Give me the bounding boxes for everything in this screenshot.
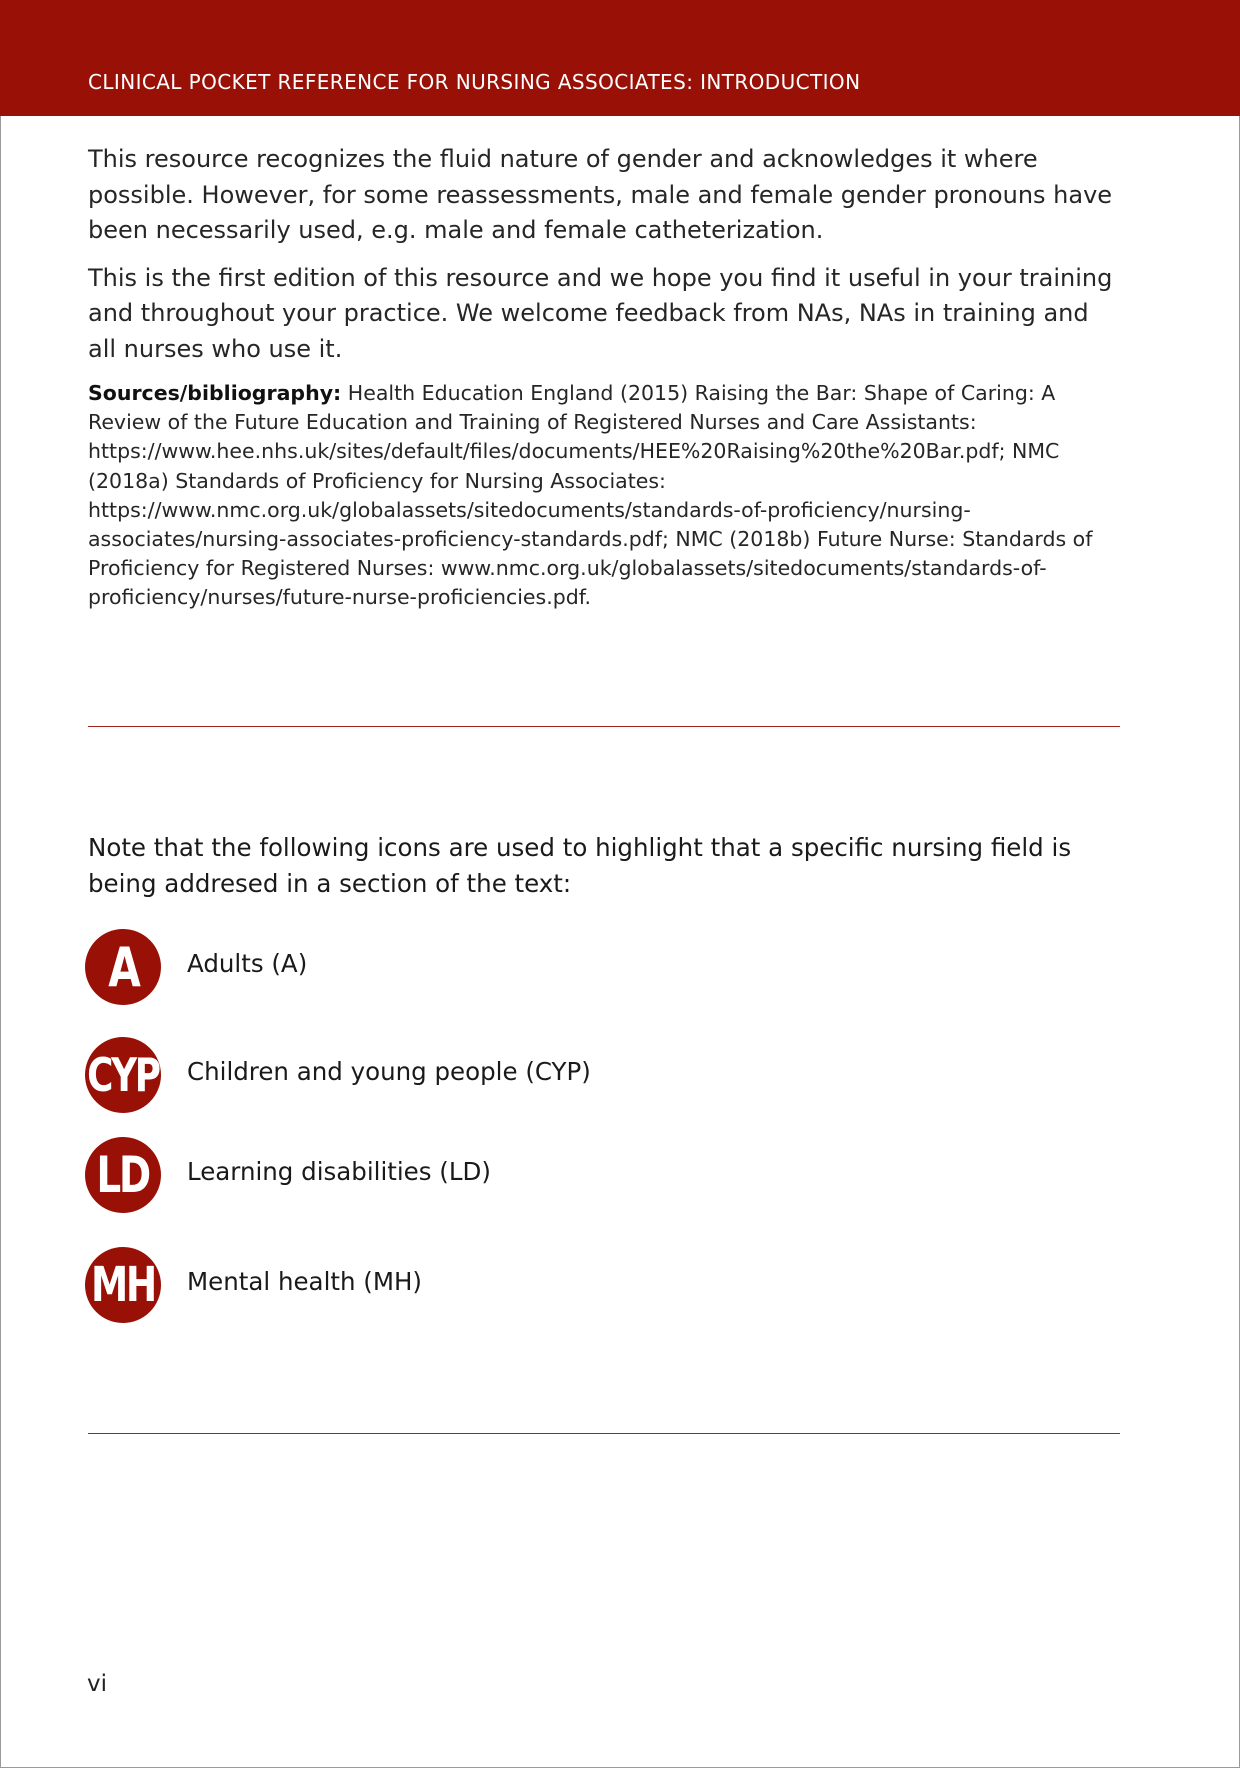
adults-icon: A (85, 929, 161, 1005)
mental-health-icon: MH (85, 1247, 161, 1323)
sources-text: Health Education England (2015) Raising the Bar: Shape of Caring: A Review of the Future Education and Training of Registered Nurses and Care Assistants: https://www.hee.nhs.uk/sites/default/files/documents/HEE%20Raising%20the%20Bar.pdf; NMC (2018a) Standards of Proficiency for Nursing Associates: https://www.nmc.org.uk/globalassets/sitedocuments/standards-of-proficiency/nursing-associates/nursing-associates-proficiency-standards.pdf; NMC (2018b) Future Nurse: Standards of Proficiency for Registered Nurses: www.nmc.org.uk/globalassets/sitedocuments/standards-of-proficiency/nurses/future-nurse-proficiencies.pdf. (88, 381, 1093, 610)
page-number: vi (87, 1671, 108, 1697)
field-label-mh: Mental health (MH) (187, 1267, 422, 1296)
gender-paragraph: This resource recognizes the fluid nature of gender and acknowledges it where possible. However, for some reassessments, male and female gender pronouns have been necessarily used, e.g. male and female catheterization. (88, 145, 1113, 244)
field-row-ld (85, 1137, 885, 1213)
running-header-title: CLINICAL POCKET REFERENCE FOR NURSING ASSOCIATES: INTRODUCTION (88, 70, 861, 94)
header-band (0, 0, 1240, 116)
field-label-ld: Learning disabilities (LD) (187, 1157, 491, 1186)
section-divider-bottom (88, 1433, 1120, 1434)
first-edition-paragraph: This is the first edition of this resource and we hope you find it useful in your training and throughout your practice. We welcome feedback from NAs, NAs in training and all nurses who use it. (88, 263, 1113, 363)
field-row-adults (85, 929, 885, 1005)
field-row-mh (85, 1247, 885, 1323)
field-label-cyp: Children and young people (CYP) (187, 1057, 591, 1086)
children-young-people-icon: CYP (85, 1037, 161, 1113)
intro-content (88, 142, 1118, 613)
icons-note: Note that the following icons are used to highlight that a specific nursing field is being addresed in a section of the text: (88, 833, 1072, 898)
field-label-adults: Adults (A) (187, 949, 308, 978)
sources-bibliography (88, 379, 1118, 613)
learning-disabilities-icon: LD (85, 1137, 161, 1213)
section-divider-top (88, 726, 1120, 727)
sources-label: Sources/bibliography: (88, 381, 342, 405)
field-row-cyp (85, 1037, 885, 1113)
